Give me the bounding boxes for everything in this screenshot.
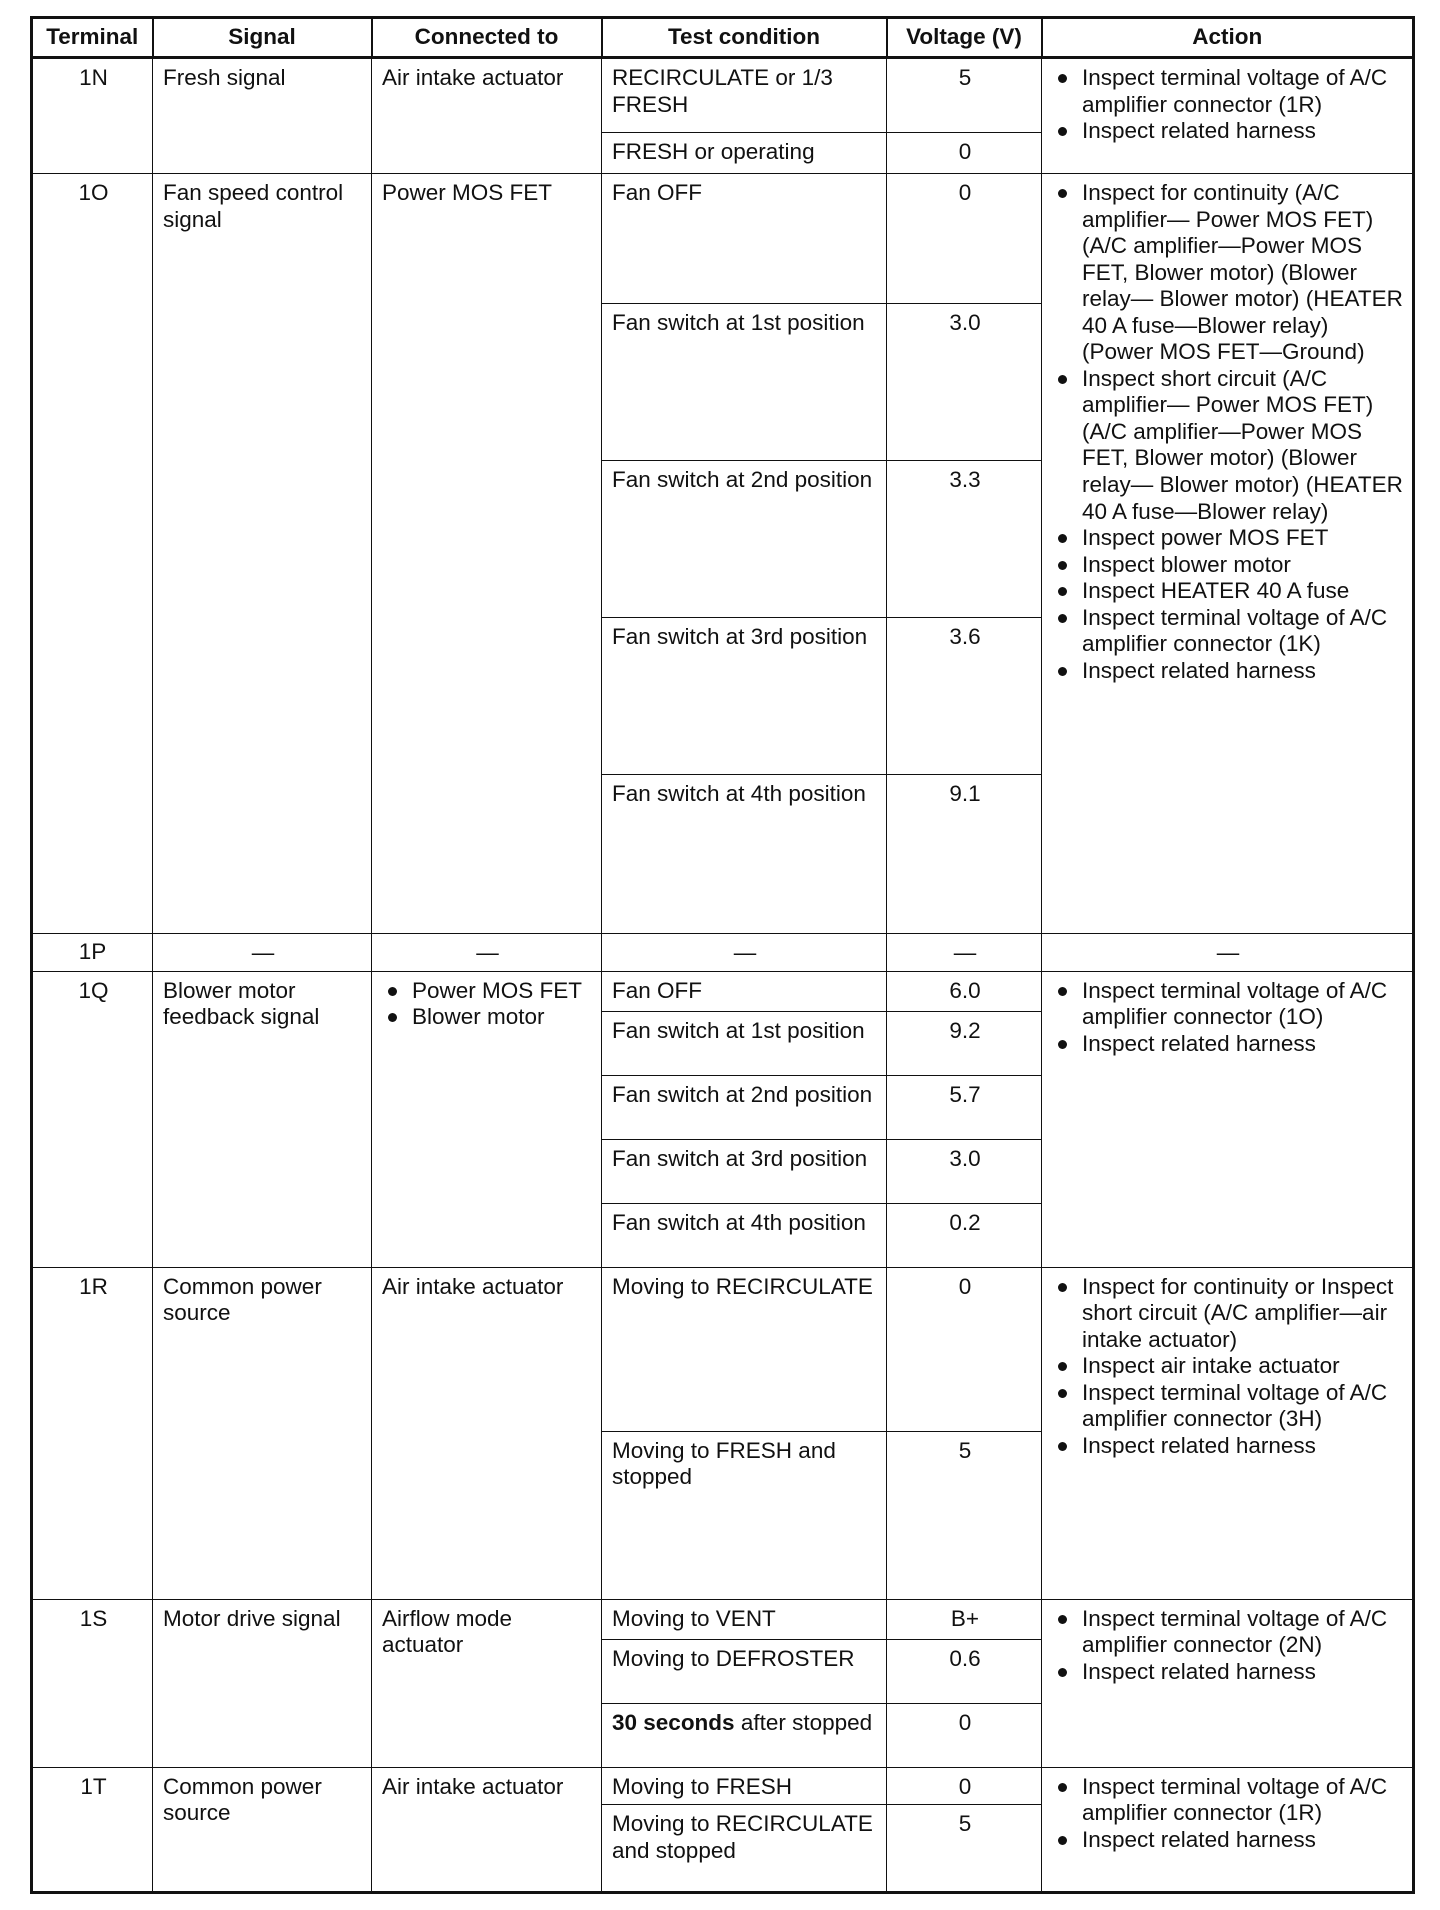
- test-condition-cell: Fan switch at 2nd position: [602, 461, 887, 618]
- voltage-cell: 3.3: [887, 461, 1042, 618]
- action-item: Inspect for continuity or Inspect short circuit (A/C amplifier—air intake actuator): [1052, 1274, 1404, 1354]
- action-item: Inspect power MOS FET: [1052, 525, 1404, 552]
- signal-cell: Motor drive signal: [153, 1599, 372, 1767]
- connected-cell: —: [372, 934, 602, 972]
- action-item: Inspect for continuity (A/C amplifier— Power MOS FET) (A/C amplifier—Power MOS FET, Blower motor) (Blower relay— Blower motor) (HEATER 40 A fuse—Blower relay) (Power MOS FET—Ground): [1052, 180, 1404, 366]
- connected-item: Blower motor: [382, 1004, 593, 1031]
- test-condition-cell: Fan switch at 1st position: [602, 304, 887, 461]
- header-connected-to: Connected to: [372, 18, 602, 58]
- action-item: Inspect terminal voltage of A/C amplifier connector (1R): [1052, 1774, 1404, 1827]
- voltage-cell: 0: [887, 1267, 1042, 1431]
- action-item: Inspect terminal voltage of A/C amplifier connector (1K): [1052, 605, 1404, 658]
- signal-cell: Common power source: [153, 1267, 372, 1599]
- voltage-cell: —: [887, 934, 1042, 972]
- voltage-cell: 0: [887, 133, 1042, 174]
- terminal-cell: 1T: [32, 1767, 153, 1893]
- action-cell: [1042, 174, 1414, 934]
- action-item: Inspect related harness: [1052, 1827, 1404, 1854]
- table-row: [32, 934, 1414, 972]
- voltage-cell: 9.2: [887, 1011, 1042, 1075]
- table-header-row: [32, 18, 1414, 58]
- header-terminal: Terminal: [32, 18, 153, 58]
- test-condition-cell: Moving to RECIRCULATE and stopped: [602, 1805, 887, 1893]
- action-item: Inspect short circuit (A/C amplifier— Power MOS FET) (A/C amplifier—Power MOS FET, Blower motor) (Blower relay— Blower motor) (HEATER 40 A fuse—Blower relay): [1052, 366, 1404, 525]
- action-cell: [1042, 971, 1414, 1267]
- connected-cell: Air intake actuator: [372, 1767, 602, 1893]
- voltage-cell: 0: [887, 1767, 1042, 1805]
- test-condition-cell: Fan switch at 1st position: [602, 1011, 887, 1075]
- action-item: Inspect terminal voltage of A/C amplifier connector (1R): [1052, 65, 1404, 118]
- voltage-cell: 0.2: [887, 1203, 1042, 1267]
- test-condition-cell: [602, 1703, 887, 1767]
- voltage-cell: 5: [887, 58, 1042, 133]
- voltage-cell: 5: [887, 1805, 1042, 1893]
- action-item: Inspect blower motor: [1052, 552, 1404, 579]
- action-cell: —: [1042, 934, 1414, 972]
- voltage-cell: 3.0: [887, 304, 1042, 461]
- voltage-cell: 9.1: [887, 775, 1042, 934]
- terminal-cell: 1P: [32, 934, 153, 972]
- signal-cell: Fresh signal: [153, 58, 372, 174]
- table-row: [32, 174, 1414, 304]
- action-cell: [1042, 1767, 1414, 1893]
- header-voltage: Voltage (V): [887, 18, 1042, 58]
- connected-cell: Air intake actuator: [372, 1267, 602, 1599]
- signal-cell: —: [153, 934, 372, 972]
- action-item: Inspect related harness: [1052, 118, 1404, 145]
- header-signal: Signal: [153, 18, 372, 58]
- voltage-cell: 5.7: [887, 1075, 1042, 1139]
- voltage-cell: 5: [887, 1431, 1042, 1599]
- voltage-cell: 0: [887, 174, 1042, 304]
- terminal-cell: 1O: [32, 174, 153, 934]
- terminal-cell: 1S: [32, 1599, 153, 1767]
- test-condition-cell: Fan OFF: [602, 971, 887, 1011]
- test-condition-cell: Moving to RECIRCULATE: [602, 1267, 887, 1431]
- action-item: Inspect related harness: [1052, 1433, 1404, 1460]
- terminal-voltage-table: [30, 16, 1415, 1894]
- terminal-cell: 1R: [32, 1267, 153, 1599]
- terminal-cell: 1Q: [32, 971, 153, 1267]
- test-condition-cell: Fan switch at 4th position: [602, 775, 887, 934]
- signal-cell: Blower motor feedback signal: [153, 971, 372, 1267]
- condition-text: after stopped: [734, 1709, 873, 1735]
- signal-cell: Fan speed control signal: [153, 174, 372, 934]
- voltage-cell: B+: [887, 1599, 1042, 1639]
- table-row: [32, 1599, 1414, 1639]
- action-item: Inspect related harness: [1052, 658, 1404, 685]
- table-row: [32, 1767, 1414, 1805]
- action-item: Inspect terminal voltage of A/C amplifier connector (1O): [1052, 978, 1404, 1031]
- test-condition-cell: Fan switch at 2nd position: [602, 1075, 887, 1139]
- voltage-cell: 3.0: [887, 1139, 1042, 1203]
- test-condition-cell: Fan switch at 3rd position: [602, 618, 887, 775]
- action-item: Inspect terminal voltage of A/C amplifier connector (2N): [1052, 1606, 1404, 1659]
- condition-emphasis: 30 seconds: [612, 1709, 735, 1735]
- test-condition-cell: Fan OFF: [602, 174, 887, 304]
- action-item: Inspect HEATER 40 A fuse: [1052, 578, 1404, 605]
- header-test-condition: Test condition: [602, 18, 887, 58]
- test-condition-cell: Moving to DEFROSTER: [602, 1639, 887, 1703]
- connected-cell: [372, 971, 602, 1267]
- voltage-cell: 0: [887, 1703, 1042, 1767]
- voltage-cell: 6.0: [887, 971, 1042, 1011]
- connected-cell: Power MOS FET: [372, 174, 602, 934]
- voltage-cell: 0.6: [887, 1639, 1042, 1703]
- connected-item: Power MOS FET: [382, 978, 593, 1005]
- action-item: Inspect terminal voltage of A/C amplifier connector (3H): [1052, 1380, 1404, 1433]
- terminal-cell: 1N: [32, 58, 153, 174]
- test-condition-cell: Fan switch at 3rd position: [602, 1139, 887, 1203]
- action-item: Inspect air intake actuator: [1052, 1353, 1404, 1380]
- header-action: Action: [1042, 18, 1414, 58]
- test-condition-cell: Fan switch at 4th position: [602, 1203, 887, 1267]
- signal-cell: Common power source: [153, 1767, 372, 1893]
- action-cell: [1042, 58, 1414, 174]
- test-condition-cell: Moving to VENT: [602, 1599, 887, 1639]
- table-row: [32, 971, 1414, 1011]
- table-row: [32, 1267, 1414, 1431]
- test-condition-cell: Moving to FRESH: [602, 1767, 887, 1805]
- action-cell: [1042, 1599, 1414, 1767]
- connected-cell: Air intake actuator: [372, 58, 602, 174]
- action-cell: [1042, 1267, 1414, 1599]
- test-condition-cell: RECIRCULATE or 1/3 FRESH: [602, 58, 887, 133]
- action-item: Inspect related harness: [1052, 1031, 1404, 1058]
- test-condition-cell: FRESH or operating: [602, 133, 887, 174]
- test-condition-cell: Moving to FRESH and stopped: [602, 1431, 887, 1599]
- table-row: [32, 58, 1414, 133]
- connected-cell: Airflow mode actuator: [372, 1599, 602, 1767]
- test-condition-cell: —: [602, 934, 887, 972]
- action-item: Inspect related harness: [1052, 1659, 1404, 1686]
- voltage-cell: 3.6: [887, 618, 1042, 775]
